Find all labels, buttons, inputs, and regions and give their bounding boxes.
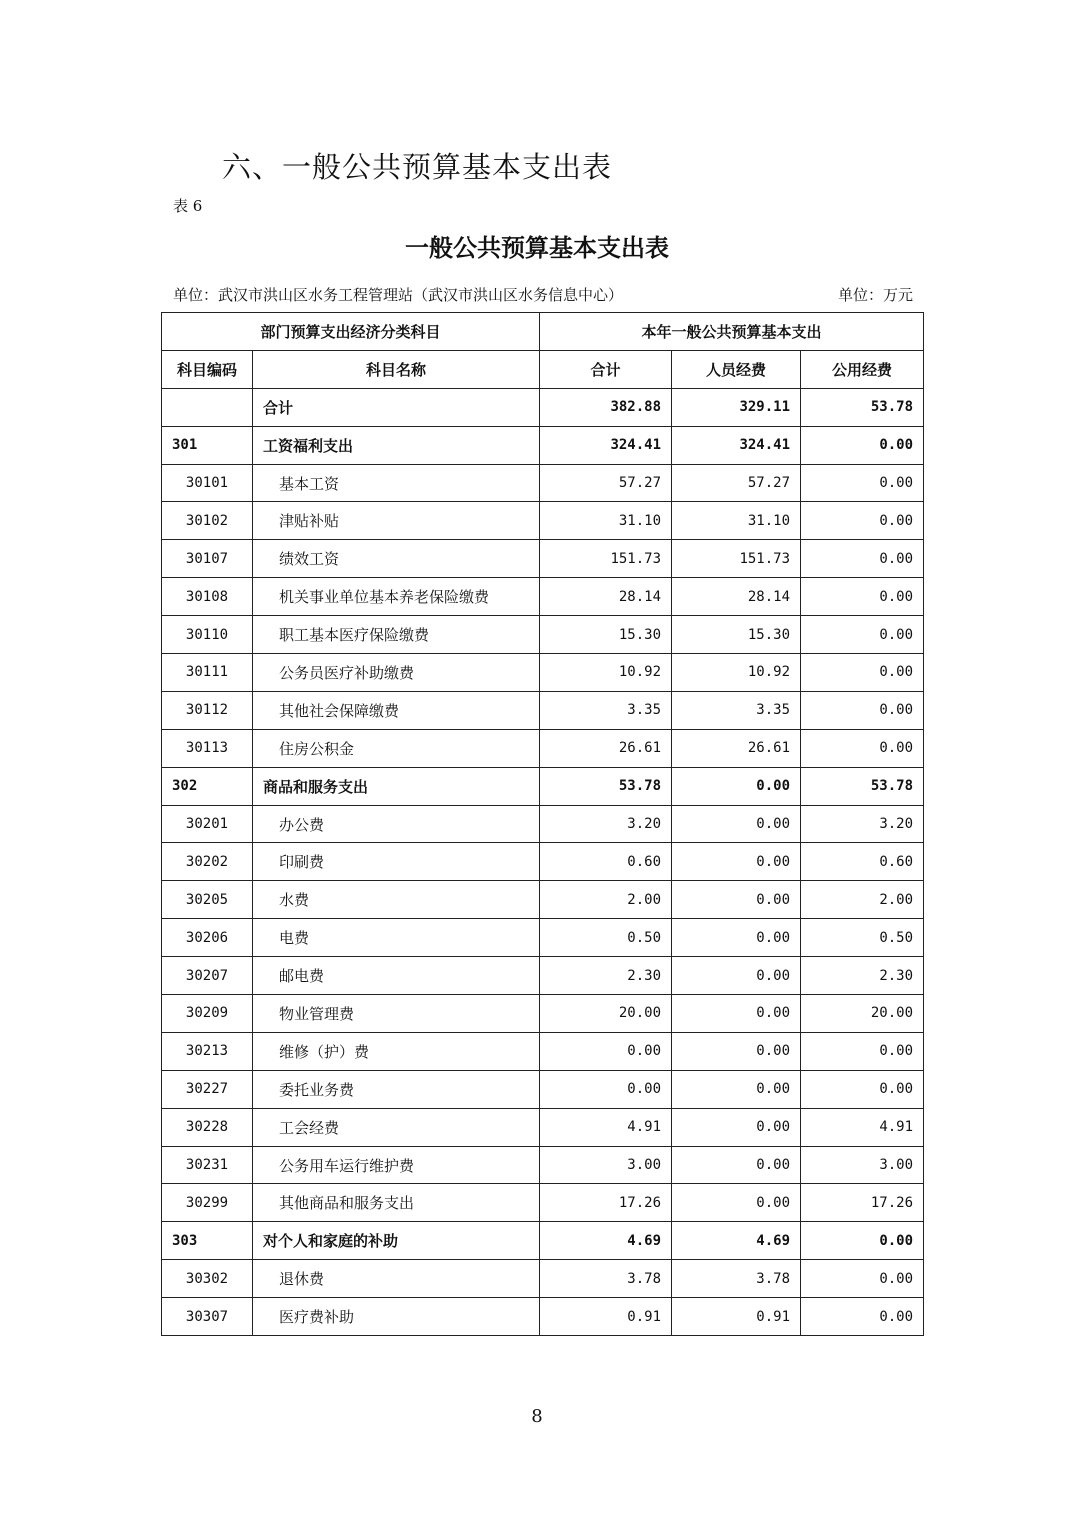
cell-name: 物业管理费 [253,995,540,1033]
table-row [162,995,924,1033]
cell-code: 30205 [162,881,253,919]
cell-public: 53.78 [801,388,924,426]
cell-name: 印刷费 [253,843,540,881]
cell-public: 20.00 [801,995,924,1033]
header-group-right: 本年一般公共预算基本支出 [540,313,924,351]
cell-code: 30307 [162,1298,253,1336]
table-row [162,540,924,578]
cell-total: 53.78 [540,767,672,805]
cell-name: 维修（护）费 [253,1032,540,1070]
table-row [162,1108,924,1146]
cell-name: 合计 [253,388,540,426]
table-row [162,1146,924,1184]
cell-personnel: 0.91 [672,1298,801,1336]
cell-name: 办公费 [253,805,540,843]
cell-name: 其他社会保障缴费 [253,691,540,729]
cell-code: 30201 [162,805,253,843]
cell-code: 30110 [162,616,253,654]
table-row [162,1222,924,1260]
header-column-row [162,350,924,388]
cell-personnel: 28.14 [672,578,801,616]
cell-total: 26.61 [540,729,672,767]
cell-code: 303 [162,1222,253,1260]
table-row [162,691,924,729]
header-total: 合计 [540,350,672,388]
header-group-left: 部门预算支出经济分类科目 [162,313,540,351]
cell-code: 30227 [162,1070,253,1108]
cell-total: 3.20 [540,805,672,843]
cell-total: 0.00 [540,1032,672,1070]
cell-personnel: 0.00 [672,1184,801,1222]
cell-total: 4.69 [540,1222,672,1260]
cell-name: 基本工资 [253,464,540,502]
table-body [162,388,924,1335]
header-personnel: 人员经费 [672,350,801,388]
cell-public: 0.60 [801,843,924,881]
table-row [162,957,924,995]
cell-public: 0.00 [801,1222,924,1260]
cell-total: 0.91 [540,1298,672,1336]
cell-code: 30302 [162,1260,253,1298]
table-row [162,919,924,957]
table-title: 一般公共预算基本支出表 [405,233,669,262]
cell-code: 30102 [162,502,253,540]
cell-public: 0.00 [801,1298,924,1336]
header-group-row [162,313,924,351]
cell-name: 津贴补贴 [253,502,540,540]
table-row [162,1070,924,1108]
cell-name: 住房公积金 [253,729,540,767]
cell-code: 30207 [162,957,253,995]
cell-code: 30206 [162,919,253,957]
cell-code: 30299 [162,1184,253,1222]
cell-personnel: 15.30 [672,616,801,654]
cell-code: 302 [162,767,253,805]
cell-public: 0.00 [801,1032,924,1070]
cell-personnel: 0.00 [672,957,801,995]
cell-personnel: 0.00 [672,805,801,843]
cell-total: 0.00 [540,1070,672,1108]
cell-code: 30213 [162,1032,253,1070]
cell-public: 0.00 [801,1070,924,1108]
table-row [162,502,924,540]
cell-personnel: 324.41 [672,426,801,464]
unit-organization: 单位：武汉市洪山区水务工程管理站（武汉市洪山区水务信息中心） [173,286,624,304]
cell-total: 2.00 [540,881,672,919]
cell-personnel: 329.11 [672,388,801,426]
table-row [162,426,924,464]
unit-currency: 单位：万元 [837,286,913,304]
cell-public: 0.00 [801,502,924,540]
table-row [162,767,924,805]
cell-name: 委托业务费 [253,1070,540,1108]
cell-total: 20.00 [540,995,672,1033]
cell-name: 工会经费 [253,1108,540,1146]
table-row [162,843,924,881]
table-row [162,1032,924,1070]
cell-personnel: 57.27 [672,464,801,502]
cell-name: 医疗费补助 [253,1298,540,1336]
cell-total: 151.73 [540,540,672,578]
cell-personnel: 26.61 [672,729,801,767]
cell-personnel: 0.00 [672,1108,801,1146]
cell-public: 0.00 [801,540,924,578]
cell-name: 职工基本医疗保险缴费 [253,616,540,654]
cell-code: 30108 [162,578,253,616]
header-code: 科目编码 [162,350,253,388]
cell-public: 0.00 [801,616,924,654]
cell-total: 324.41 [540,426,672,464]
cell-public: 0.00 [801,729,924,767]
cell-public: 0.00 [801,426,924,464]
cell-public: 53.78 [801,767,924,805]
cell-code: 30231 [162,1146,253,1184]
cell-public: 3.20 [801,805,924,843]
cell-personnel: 3.35 [672,691,801,729]
cell-total: 4.91 [540,1108,672,1146]
cell-total: 57.27 [540,464,672,502]
header-public: 公用经费 [801,350,924,388]
cell-public: 0.50 [801,919,924,957]
table-row [162,1260,924,1298]
cell-code [162,388,253,426]
table-row [162,1298,924,1336]
cell-code: 30111 [162,654,253,692]
cell-code: 30113 [162,729,253,767]
cell-public: 4.91 [801,1108,924,1146]
cell-code: 30101 [162,464,253,502]
cell-code: 30107 [162,540,253,578]
header-name: 科目名称 [253,350,540,388]
section-heading: 六、一般公共预算基本支出表 [222,150,613,184]
table-row [162,1184,924,1222]
cell-code: 30228 [162,1108,253,1146]
budget-table [161,312,924,1336]
cell-name: 机关事业单位基本养老保险缴费 [253,578,540,616]
cell-total: 10.92 [540,654,672,692]
cell-code: 30209 [162,995,253,1033]
cell-name: 其他商品和服务支出 [253,1184,540,1222]
cell-personnel: 3.78 [672,1260,801,1298]
table-row [162,654,924,692]
cell-personnel: 0.00 [672,1070,801,1108]
cell-name: 水费 [253,881,540,919]
cell-name: 公务员医疗补助缴费 [253,654,540,692]
cell-total: 3.00 [540,1146,672,1184]
cell-name: 绩效工资 [253,540,540,578]
cell-personnel: 151.73 [672,540,801,578]
cell-public: 3.00 [801,1146,924,1184]
cell-public: 2.30 [801,957,924,995]
cell-public: 0.00 [801,1260,924,1298]
cell-public: 0.00 [801,578,924,616]
cell-public: 0.00 [801,691,924,729]
table-row [162,805,924,843]
cell-name: 邮电费 [253,957,540,995]
cell-personnel: 0.00 [672,995,801,1033]
cell-name: 对个人和家庭的补助 [253,1222,540,1260]
table-row [162,616,924,654]
cell-personnel: 31.10 [672,502,801,540]
table-row [162,881,924,919]
cell-public: 0.00 [801,464,924,502]
cell-total: 15.30 [540,616,672,654]
page-number: 8 [531,1406,543,1427]
cell-code: 30202 [162,843,253,881]
cell-personnel: 0.00 [672,919,801,957]
table-row [162,388,924,426]
cell-personnel: 0.00 [672,767,801,805]
cell-name: 工资福利支出 [253,426,540,464]
cell-total: 31.10 [540,502,672,540]
cell-name: 公务用车运行维护费 [253,1146,540,1184]
cell-total: 17.26 [540,1184,672,1222]
cell-code: 30112 [162,691,253,729]
table-number: 表 6 [173,197,203,215]
cell-personnel: 0.00 [672,1032,801,1070]
cell-public: 2.00 [801,881,924,919]
table-row [162,464,924,502]
cell-code: 301 [162,426,253,464]
cell-public: 0.00 [801,654,924,692]
cell-total: 0.60 [540,843,672,881]
cell-personnel: 4.69 [672,1222,801,1260]
cell-total: 0.50 [540,919,672,957]
cell-personnel: 10.92 [672,654,801,692]
cell-personnel: 0.00 [672,1146,801,1184]
table-row [162,729,924,767]
cell-name: 退休费 [253,1260,540,1298]
cell-public: 17.26 [801,1184,924,1222]
cell-name: 电费 [253,919,540,957]
cell-personnel: 0.00 [672,881,801,919]
cell-total: 28.14 [540,578,672,616]
cell-total: 3.35 [540,691,672,729]
cell-total: 382.88 [540,388,672,426]
cell-personnel: 0.00 [672,843,801,881]
cell-total: 3.78 [540,1260,672,1298]
unit-line [173,284,913,305]
cell-name: 商品和服务支出 [253,767,540,805]
cell-total: 2.30 [540,957,672,995]
table-row [162,578,924,616]
